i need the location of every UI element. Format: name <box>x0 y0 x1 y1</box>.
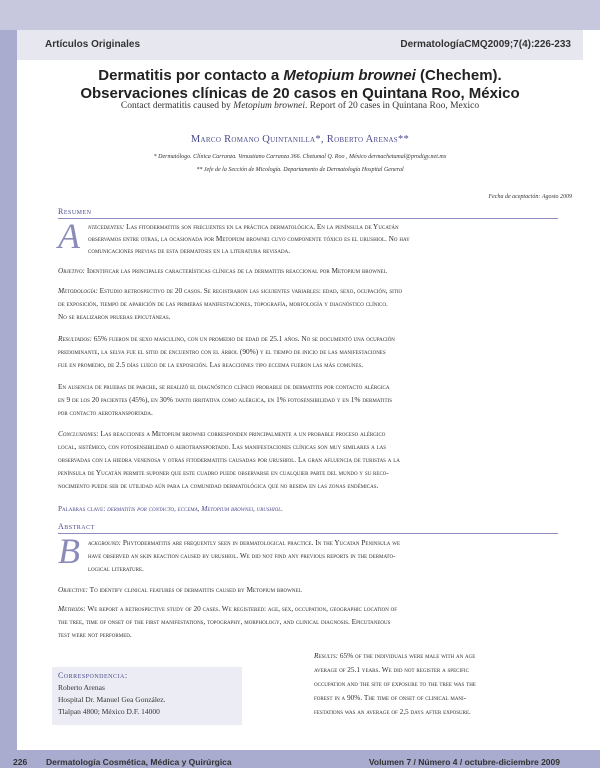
abstract-results-line4: forest in a 90%. The time of onset of clinical mani- <box>314 693 467 702</box>
resumen-objetivo: Objetivo: Identificar las principales características clínicas de la dermatitis reaccional por Metopium brownei. <box>58 266 388 275</box>
abstract-methods-line2: the tree, time of onset of the first manifestations, topography, morphology, and clinical diagnosis. Epicutaneous <box>58 617 391 626</box>
left-color-strip <box>0 30 17 750</box>
resumen-antecedentes-line1: ntecedentes: Las fitodermatitis son frecuentes en la práctica dermatológica. En la península de Yucatán <box>88 222 399 231</box>
resumen-resultados-line1: Resultados: 65% fueron de sexo masculino, con un promedio de edad de 25.1 años. No se documentó una ocupación <box>58 334 395 343</box>
page-number: 226 <box>13 757 28 767</box>
abstract-results-line1: Results: 65% of the individuals were male with an age <box>314 651 476 660</box>
article-title-english: Contact dermatitis caused by Metopium brownei. Report of 20 cases in Quintana Roo, Mexico <box>120 101 480 111</box>
resumen-ausencia-line1: En ausencia de pruebas de parche, se realizó el diagnóstico clínico probable de dermatitis por contacto alérgica <box>58 382 390 391</box>
resumen-antecedentes-line2: observamos entre otras, la ocasionada por Metopium brownei cuyo componente tóxico es el urushiol. No hay <box>88 234 410 243</box>
resumen-resultados-line3: fue en promedio, de 2.5 días luego de la exposición. Las reacciones tipo eccema fueron las más comunes. <box>58 360 364 369</box>
affiliation-2: ** Jefe de la Sección de Micología. Departamento de Dermatología Hospital General <box>196 167 404 173</box>
resumen-metodologia-line3: No se realizaron pruebas epicutáneas. <box>58 312 171 321</box>
abstract-results-line5: festations was an average of 2,5 days after exposure. <box>314 707 471 716</box>
abstract-dropcap: B <box>58 531 80 571</box>
abstract-objective: Objective: To identify clinical features of dermatitis caused by Metopium brownei. <box>58 585 303 594</box>
abstract-results-line3: occupation and the site of exposure to the tree was the <box>314 679 476 688</box>
correspondence-institution: Hospital Dr. Manuel Gea González. <box>58 695 166 704</box>
journal-citation: DermatologíaCMQ2009;7(4):226-233 <box>400 39 571 50</box>
resumen-rule <box>58 218 558 219</box>
resumen-conclusiones-line5: nocimiento puede ser de utilidad aún para la comunidad dermatológica que no resida en las zonas endémicas. <box>58 481 379 490</box>
resumen-conclusiones-line3: observadas con la hiedra venenosa y otras fitodermatitis causadas por urushiol. La gran afluencia de turistas a la <box>58 455 400 464</box>
resumen-antecedentes-line3: comunicaciones previas de esta dermatosis en la literatura revisada. <box>88 246 291 255</box>
running-header <box>17 30 583 60</box>
acceptance-date: Fecha de aceptación: Agosto 2009 <box>488 194 572 200</box>
resumen-heading: Resumen <box>58 207 92 216</box>
abstract-background-line2: have observed an skin reaction caused by urushiol. We did not find any previous reports in the dermato- <box>88 551 396 560</box>
abstract-methods-line3: test were not performed. <box>58 630 132 639</box>
abstract-background-line3: logical literature. <box>88 564 144 573</box>
resumen-ausencia-line3: por contacto aerotransportada. <box>58 408 153 417</box>
abstract-rule <box>58 533 558 534</box>
resumen-conclusiones-line2: local, sistémico, con fotosensibilidad o aerotransportado. Las manifestaciones clínicas son muy similares a las <box>58 442 387 451</box>
correspondence-box <box>52 667 242 725</box>
article-title: Dermatitis por contacto a Metopium brownei (Chechem). Observaciones clínicas de 20 casos en Quintana Roo, México <box>80 67 520 102</box>
resumen-metodologia-line1: Metodología: Estudio retrospectivo de 20 casos. Se registraron las siguientes variables: edad, sexo, ocupación, sitio <box>58 286 403 295</box>
correspondence-address: Tlalpan 4800; México D.F. 14000 <box>58 707 160 716</box>
abstract-results-line2: average of 25.1 years. We did not register a specific <box>314 665 469 674</box>
resumen-ausencia-line2: en 9 de los 20 pacientes (45%), en 30% tanto irritativa como alérgica, en 1% fotosensibilidad y en 1% dermatitis <box>58 395 393 404</box>
resumen-conclusiones-line4: península de Yucatán permite suponer que este cuadro puede observarse en cualquier parte del mundo y su reco- <box>58 468 389 477</box>
author-list: Marco Romano Quintanilla*, Roberto Arenas** <box>190 134 410 145</box>
abstract-methods-line1: Methods: We report a retrospective study of 20 cases. We registered: age, sex, occupation, geographic location of <box>58 604 398 613</box>
abstract-heading: Abstract <box>58 522 95 531</box>
resumen-dropcap: A <box>58 216 80 256</box>
section-label: Artículos Originales <box>45 39 141 50</box>
correspondence-heading: Correspondencia: <box>58 671 128 680</box>
page-footer <box>0 757 600 768</box>
top-color-bar <box>0 0 600 30</box>
journal-name: Dermatología Cosmética, Médica y Quirúrgica <box>46 757 232 767</box>
resumen-metodologia-line2: de exposición, tiempo de aparición de las primeras manifestaciones, topografía, morfología y diagnóstico clínico. <box>58 299 388 308</box>
issue-info: Volumen 7 / Número 4 / octubre-diciembre 2009 <box>368 757 560 767</box>
resumen-keywords: Palabras clave: dermatitis por contacto, eccema, Metopium brownei, urushiol. <box>58 504 283 513</box>
resumen-resultados-line2: predominante, la selva fue el sitio de encuentro con el árbol (90%) y el tiempo de inicio de las manifestaciones <box>58 347 386 356</box>
abstract-background-line1: ackground: Phytodermatitis are frequently seen in dermatological practice. In the Yucatan Peninsula we <box>88 538 400 547</box>
affiliation-1: * Dermatólogo. Clínica Carranza. Venustiano Carranza 366. Chetumal Q. Roo , México dermachetumal@prodigy.net.mx <box>153 154 447 160</box>
resumen-conclusiones-line1: Conclusiones: Las reacciones a Metopium brownei corresponden principalmente a un probable proceso alérgico <box>58 429 386 438</box>
correspondence-name: Roberto Arenas <box>58 683 105 692</box>
